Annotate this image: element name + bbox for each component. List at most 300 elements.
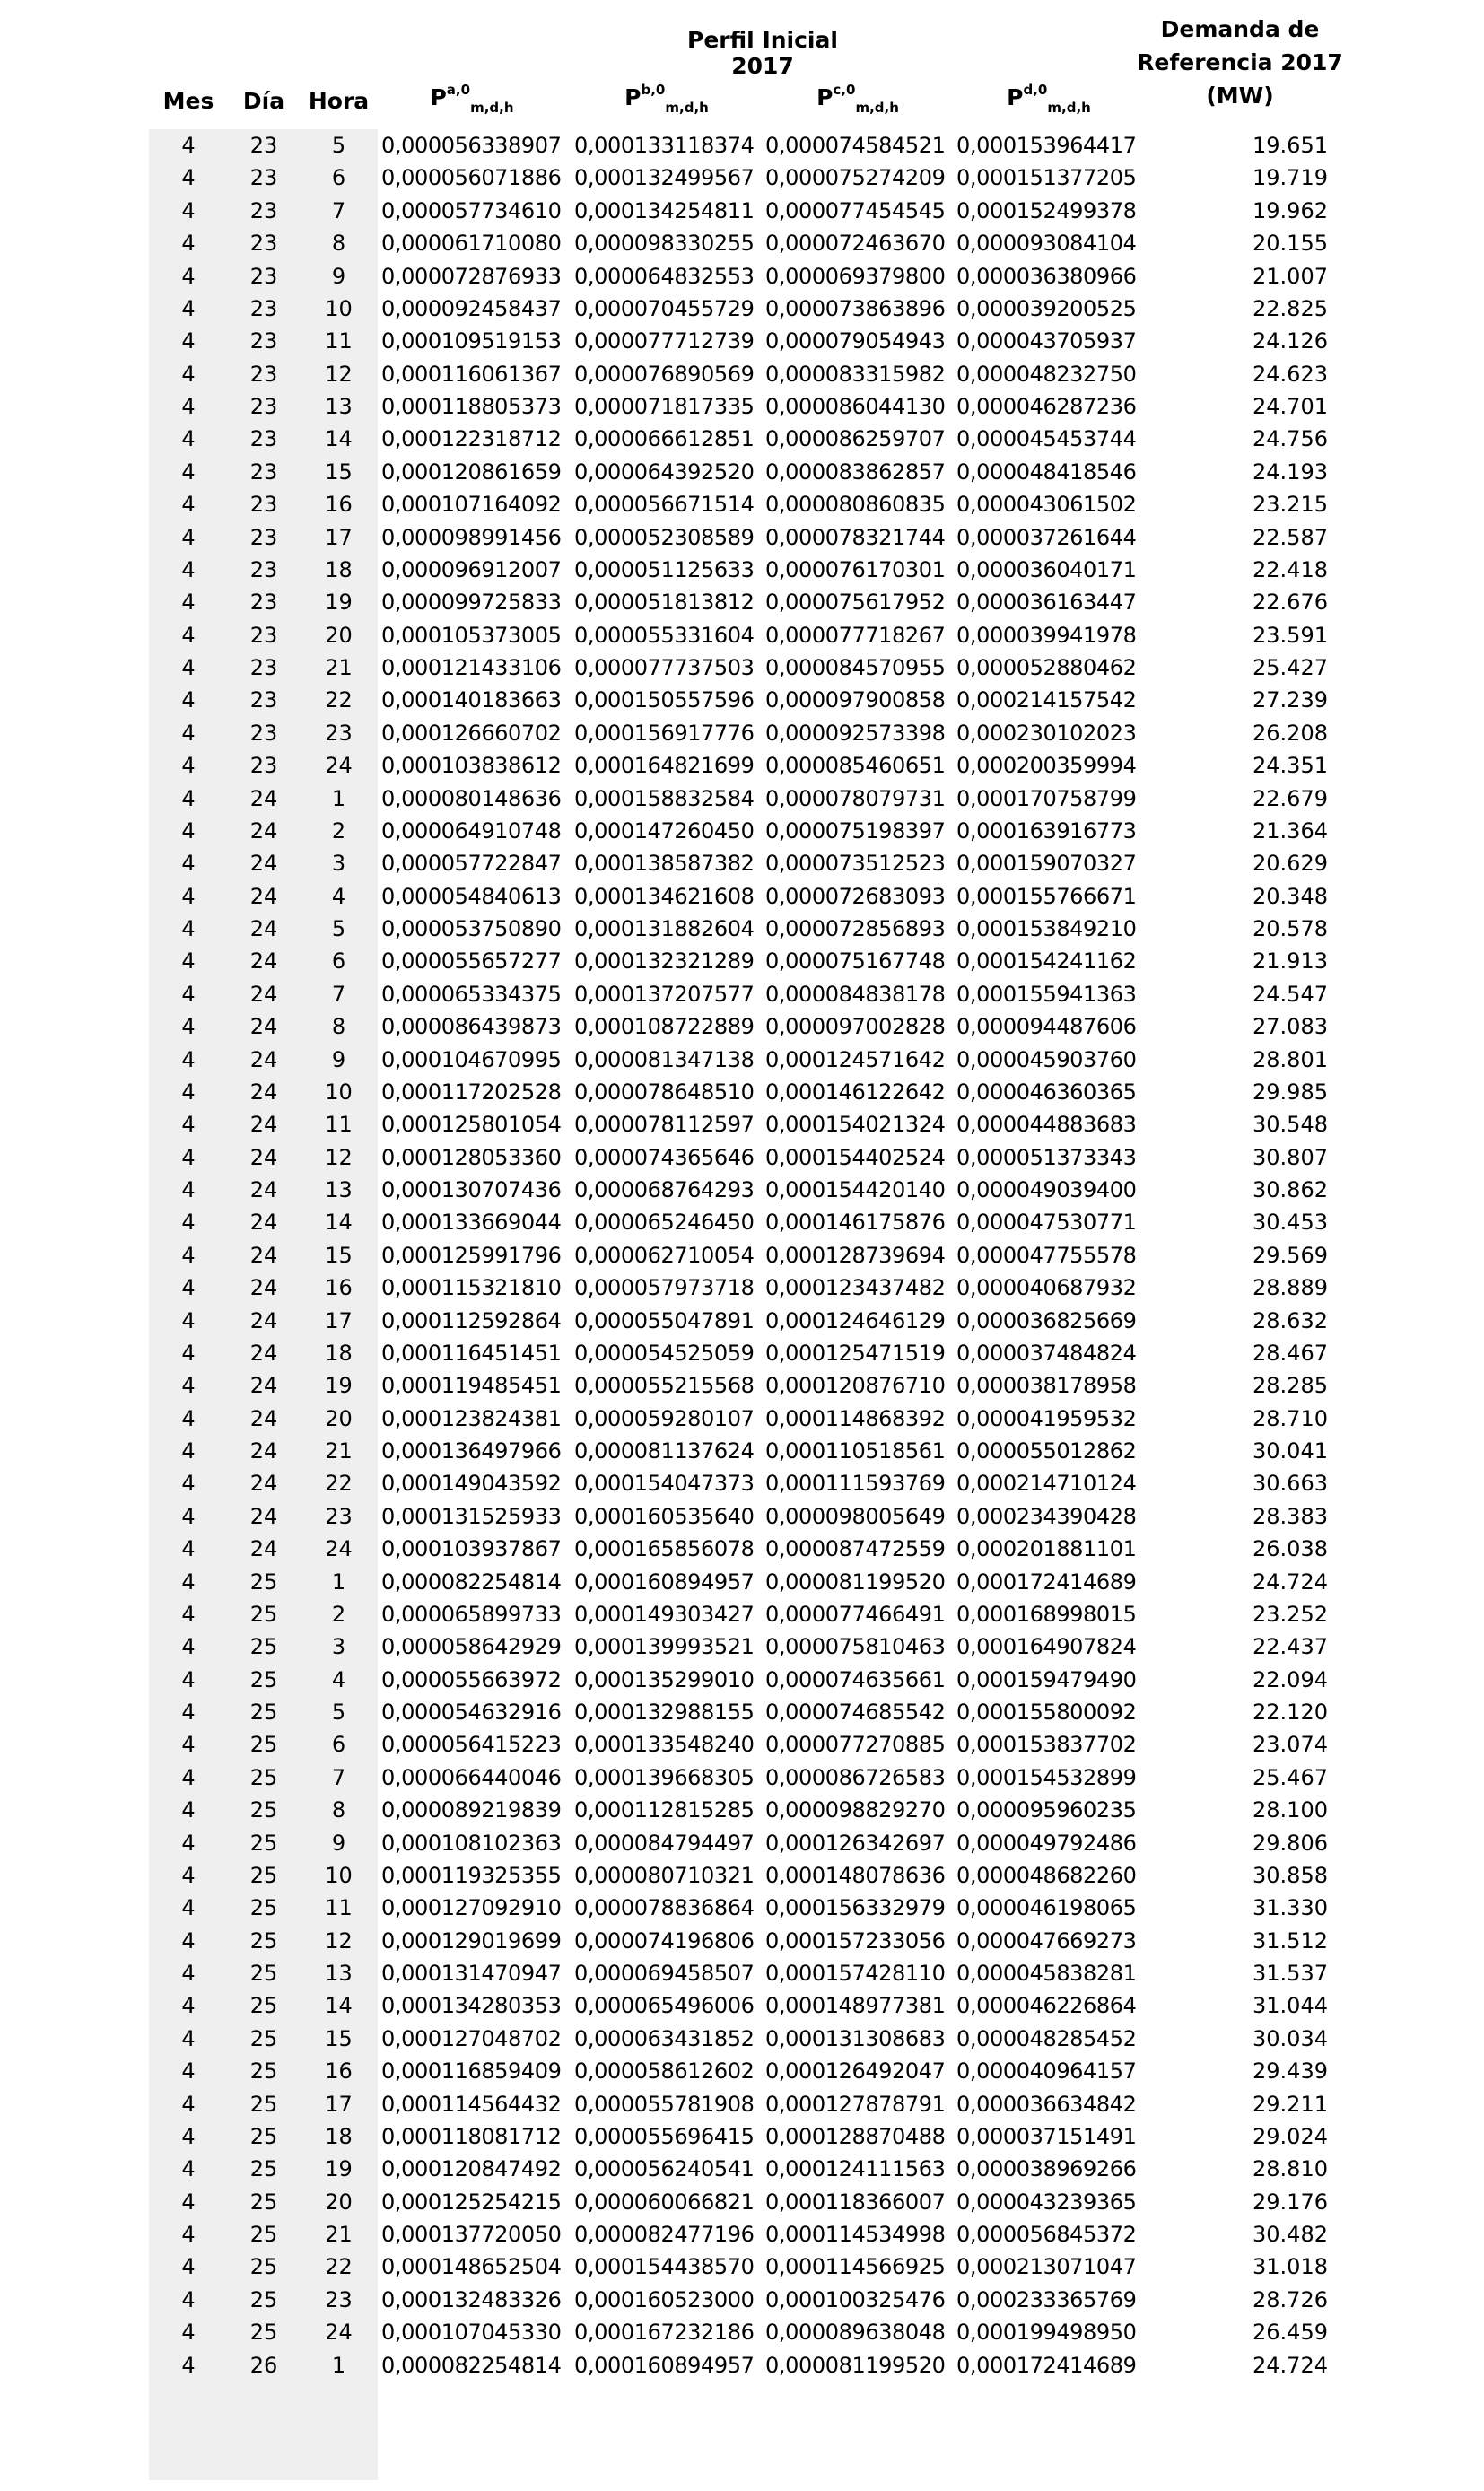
- table-row: [0, 1272, 1484, 1304]
- cell-pd: 0,000046226864: [956, 1993, 1137, 2019]
- table-row: [0, 195, 1484, 227]
- cell-pb: 0,000062710054: [574, 1242, 755, 1268]
- cell-pa: 0,000056071886: [381, 165, 562, 191]
- cell-mes: 4: [181, 622, 196, 648]
- cell-demanda: 24.756: [1253, 426, 1328, 452]
- cell-pb: 0,000132499567: [574, 165, 755, 191]
- cell-mes: 4: [181, 1764, 196, 1790]
- cell-pa: 0,000103838612: [381, 753, 562, 779]
- table-row: [0, 1044, 1484, 1076]
- cell-pc: 0,000157428110: [765, 1961, 946, 1986]
- cell-pd: 0,000153837702: [956, 1732, 1137, 1758]
- cell-pb: 0,000133118374: [574, 133, 755, 158]
- cell-dia: 24: [249, 1307, 278, 1333]
- cell-mes: 4: [181, 1666, 196, 1692]
- table-row: [0, 1141, 1484, 1174]
- superscript: a,0: [446, 82, 471, 98]
- cell-pa: 0,000118805373: [381, 394, 562, 419]
- cell-mes: 4: [181, 1830, 196, 1856]
- cell-pb: 0,000160535640: [574, 1503, 755, 1529]
- table-row: [0, 1403, 1484, 1435]
- cell-pd: 0,000041959532: [956, 1405, 1137, 1431]
- cell-hora: 15: [325, 1242, 353, 1268]
- cell-mes: 4: [181, 231, 196, 257]
- cell-hora: 1: [331, 2352, 346, 2378]
- cell-hora: 2: [331, 1601, 346, 1627]
- cell-hora: 18: [325, 1340, 353, 1366]
- table-row: [0, 684, 1484, 716]
- cell-pd: 0,000037261644: [956, 524, 1137, 550]
- cell-pa: 0,000107164092: [381, 492, 562, 518]
- cell-pb: 0,000052308589: [574, 524, 755, 550]
- cell-pd: 0,000155941363: [956, 981, 1137, 1007]
- table-row: [0, 945, 1484, 977]
- cell-mes: 4: [181, 2156, 196, 2182]
- cell-pd: 0,000039941978: [956, 622, 1137, 648]
- table-row: [0, 1859, 1484, 1892]
- cell-pd: 0,000036825669: [956, 1307, 1137, 1333]
- cell-pa: 0,000072876933: [381, 263, 562, 289]
- cell-demanda: 20.578: [1253, 916, 1328, 941]
- table-row: [0, 423, 1484, 455]
- p-letter: P: [624, 84, 642, 110]
- cell-pb: 0,000160523000: [574, 2286, 755, 2312]
- cell-demanda: 20.629: [1253, 851, 1328, 877]
- table-row: [0, 2023, 1484, 2055]
- cell-dia: 23: [249, 394, 278, 419]
- column-header-pd: [955, 82, 1143, 116]
- cell-demanda: 26.208: [1253, 720, 1328, 746]
- table-row: [0, 2055, 1484, 2087]
- cell-pb: 0,000051813812: [574, 590, 755, 616]
- cell-pa: 0,000061710080: [381, 231, 562, 257]
- cell-pa: 0,000126660702: [381, 720, 562, 746]
- cell-pc: 0,000124111563: [765, 2156, 946, 2182]
- cell-pa: 0,000055657277: [381, 948, 562, 975]
- cell-pc: 0,000126492047: [765, 2058, 946, 2085]
- cell-pc: 0,000097900858: [765, 687, 946, 713]
- cell-dia: 25: [249, 1895, 278, 1921]
- cell-hora: 23: [325, 1503, 353, 1529]
- cell-hora: 21: [325, 655, 353, 680]
- cell-demanda: 28.801: [1253, 1046, 1328, 1072]
- demand-column-header: [1132, 13, 1348, 112]
- cell-demanda: 22.094: [1253, 1666, 1328, 1692]
- cell-pb: 0,000139668305: [574, 1764, 755, 1790]
- cell-hora: 15: [325, 459, 353, 485]
- cell-demanda: 28.383: [1253, 1503, 1328, 1529]
- cell-pa: 0,000057734610: [381, 197, 562, 223]
- cell-pc: 0,000072463670: [765, 231, 946, 257]
- cell-pb: 0,000057973718: [574, 1275, 755, 1301]
- cell-demanda: 24.351: [1253, 753, 1328, 779]
- cell-pc: 0,000124571642: [765, 1046, 946, 1072]
- cell-mes: 4: [181, 1993, 196, 2019]
- cell-hora: 7: [331, 197, 346, 223]
- cell-hora: 10: [325, 295, 353, 321]
- table-row: [0, 227, 1484, 259]
- cell-mes: 4: [181, 165, 196, 191]
- cell-pd: 0,000155766671: [956, 883, 1137, 909]
- cell-dia: 24: [249, 981, 278, 1007]
- cell-pb: 0,000080710321: [574, 1862, 755, 1888]
- cell-pc: 0,000087472559: [765, 1536, 946, 1562]
- cell-pb: 0,000063431852: [574, 2025, 755, 2051]
- table-row: [0, 1467, 1484, 1499]
- cell-mes: 4: [181, 2222, 196, 2247]
- cell-hora: 19: [325, 1373, 353, 1399]
- cell-pa: 0,000057722847: [381, 851, 562, 877]
- cell-pc: 0,000078321744: [765, 524, 946, 550]
- cell-pd: 0,000151377205: [956, 165, 1137, 191]
- cell-dia: 23: [249, 295, 278, 321]
- cell-pa: 0,000116859409: [381, 2058, 562, 2085]
- cell-pa: 0,000056338907: [381, 133, 562, 158]
- cell-hora: 16: [325, 2058, 353, 2085]
- cell-demanda: 25.467: [1253, 1764, 1328, 1790]
- cell-pa: 0,000120861659: [381, 459, 562, 485]
- cell-pa: 0,000122318712: [381, 426, 562, 452]
- cell-hora: 22: [325, 687, 353, 713]
- cell-pd: 0,000037484824: [956, 1340, 1137, 1366]
- cell-demanda: 28.726: [1253, 2286, 1328, 2312]
- cell-pa: 0,000103937867: [381, 1536, 562, 1562]
- table-row: [0, 1892, 1484, 1924]
- cell-pc: 0,000154021324: [765, 1112, 946, 1138]
- cell-pb: 0,000167232186: [574, 2320, 755, 2346]
- cell-dia: 23: [249, 231, 278, 257]
- cell-dia: 24: [249, 1536, 278, 1562]
- cell-pc: 0,000077466491: [765, 1601, 946, 1627]
- cell-pd: 0,000047669273: [956, 1927, 1137, 1953]
- cell-hora: 13: [325, 394, 353, 419]
- cell-demanda: 21.913: [1253, 948, 1328, 975]
- cell-pb: 0,000076890569: [574, 361, 755, 387]
- cell-pa: 0,000127048702: [381, 2025, 562, 2051]
- cell-pc: 0,000072856893: [765, 916, 946, 941]
- cell-pd: 0,000201881101: [956, 1536, 1137, 1562]
- cell-dia: 24: [249, 1373, 278, 1399]
- cell-dia: 23: [249, 165, 278, 191]
- cell-pd: 0,000038178958: [956, 1373, 1137, 1399]
- table-row: [0, 1957, 1484, 1989]
- cell-demanda: 28.710: [1253, 1405, 1328, 1431]
- cell-demanda: 24.193: [1253, 459, 1328, 485]
- cell-hora: 10: [325, 1079, 353, 1105]
- cell-pc: 0,000084838178: [765, 981, 946, 1007]
- cell-demanda: 20.348: [1253, 883, 1328, 909]
- cell-pc: 0,000097002828: [765, 1014, 946, 1040]
- table-row: [0, 1500, 1484, 1533]
- column-header-pb: [572, 82, 761, 116]
- cell-pa: 0,000054632916: [381, 1700, 562, 1725]
- cell-pb: 0,000131882604: [574, 916, 755, 941]
- cell-pb: 0,000051125633: [574, 556, 755, 582]
- cell-pd: 0,000233365769: [956, 2286, 1137, 2312]
- cell-demanda: 22.825: [1253, 295, 1328, 321]
- cell-pa: 0,000065899733: [381, 1601, 562, 1627]
- cell-pc: 0,000086726583: [765, 1764, 946, 1790]
- cell-pd: 0,000047530771: [956, 1210, 1137, 1236]
- cell-demanda: 24.126: [1253, 328, 1328, 354]
- cell-pd: 0,000214710124: [956, 1471, 1137, 1497]
- cell-dia: 24: [249, 1079, 278, 1105]
- cell-dia: 24: [249, 1503, 278, 1529]
- cell-demanda: 28.810: [1253, 2156, 1328, 2182]
- cell-pc: 0,000098829270: [765, 1797, 946, 1823]
- table-row: [0, 456, 1484, 488]
- cell-pa: 0,000148652504: [381, 2254, 562, 2280]
- table-row: [0, 293, 1484, 325]
- cell-pa: 0,000149043592: [381, 1471, 562, 1497]
- cell-pc: 0,000081199520: [765, 2352, 946, 2378]
- cell-pd: 0,000055012862: [956, 1438, 1137, 1464]
- cell-pd: 0,000040964157: [956, 2058, 1137, 2085]
- cell-pd: 0,000230102023: [956, 720, 1137, 746]
- cell-mes: 4: [181, 1177, 196, 1202]
- cell-dia: 24: [249, 916, 278, 941]
- cell-hora: 11: [325, 1112, 353, 1138]
- cell-pc: 0,000098005649: [765, 1503, 946, 1529]
- table-row: [0, 1174, 1484, 1206]
- cell-hora: 8: [331, 1797, 346, 1823]
- cell-demanda: 22.587: [1253, 524, 1328, 550]
- cell-hora: 3: [331, 1634, 346, 1660]
- cell-dia: 23: [249, 426, 278, 452]
- cell-pc: 0,000077718267: [765, 622, 946, 648]
- cell-mes: 4: [181, 1961, 196, 1986]
- cell-demanda: 23.252: [1253, 1601, 1328, 1627]
- cell-mes: 4: [181, 1144, 196, 1170]
- column-header-pa: [378, 82, 566, 116]
- cell-demanda: 22.418: [1253, 556, 1328, 582]
- table-row: [0, 488, 1484, 520]
- cell-hora: 21: [325, 1438, 353, 1464]
- cell-mes: 4: [181, 1405, 196, 1431]
- cell-hora: 17: [325, 1307, 353, 1333]
- cell-hora: 21: [325, 2222, 353, 2247]
- cell-mes: 4: [181, 1340, 196, 1366]
- cell-mes: 4: [181, 2254, 196, 2280]
- cell-pb: 0,000071817335: [574, 394, 755, 419]
- cell-pd: 0,000039200525: [956, 295, 1137, 321]
- table-row: [0, 978, 1484, 1010]
- cell-dia: 24: [249, 1471, 278, 1497]
- cell-demanda: 22.679: [1253, 785, 1328, 811]
- cell-mes: 4: [181, 361, 196, 387]
- cell-dia: 26: [249, 2352, 278, 2378]
- cell-demanda: 30.034: [1253, 2025, 1328, 2051]
- cell-pd: 0,000046287236: [956, 394, 1137, 419]
- cell-pc: 0,000123437482: [765, 1275, 946, 1301]
- cell-hora: 8: [331, 1014, 346, 1040]
- cell-dia: 24: [249, 1340, 278, 1366]
- cell-pa: 0,000131525933: [381, 1503, 562, 1529]
- cell-hora: 17: [325, 2091, 353, 2117]
- table-row: [0, 1108, 1484, 1141]
- cell-pc: 0,000083862857: [765, 459, 946, 485]
- cell-hora: 20: [325, 622, 353, 648]
- cell-pc: 0,000077454545: [765, 197, 946, 223]
- table-row: [0, 2316, 1484, 2348]
- cell-demanda: 21.007: [1253, 263, 1328, 289]
- table-row: [0, 1305, 1484, 1337]
- table-row: [0, 1566, 1484, 1598]
- cell-pb: 0,000056671514: [574, 492, 755, 518]
- cell-dia: 24: [249, 1112, 278, 1138]
- cell-pd: 0,000051373343: [956, 1144, 1137, 1170]
- cell-pb: 0,000074196806: [574, 1927, 755, 1953]
- cell-pd: 0,000048232750: [956, 361, 1137, 387]
- cell-dia: 24: [249, 1275, 278, 1301]
- cell-demanda: 28.889: [1253, 1275, 1328, 1301]
- cell-mes: 4: [181, 394, 196, 419]
- cell-pb: 0,000074365646: [574, 1144, 755, 1170]
- cell-pb: 0,000055047891: [574, 1307, 755, 1333]
- cell-pb: 0,000065246450: [574, 1210, 755, 1236]
- cell-dia: 23: [249, 655, 278, 680]
- cell-dia: 24: [249, 1405, 278, 1431]
- cell-demanda: 19.962: [1253, 197, 1328, 223]
- cell-pd: 0,000094487606: [956, 1014, 1137, 1040]
- cell-hora: 7: [331, 1764, 346, 1790]
- table-row: [0, 1925, 1484, 1957]
- table-row: [0, 1010, 1484, 1043]
- cell-hora: 6: [331, 165, 346, 191]
- cell-pd: 0,000045453744: [956, 426, 1137, 452]
- cell-mes: 4: [181, 883, 196, 909]
- cell-dia: 24: [249, 883, 278, 909]
- cell-pb: 0,000158832584: [574, 785, 755, 811]
- cell-pd: 0,000172414689: [956, 1569, 1137, 1595]
- cell-hora: 22: [325, 2254, 353, 2280]
- cell-pd: 0,000036380966: [956, 263, 1137, 289]
- cell-dia: 25: [249, 1961, 278, 1986]
- cell-pa: 0,000132483326: [381, 2286, 562, 2312]
- cell-demanda: 23.074: [1253, 1732, 1328, 1758]
- cell-mes: 4: [181, 817, 196, 843]
- cell-pa: 0,000082254814: [381, 2352, 562, 2378]
- cell-pb: 0,000149303427: [574, 1601, 755, 1627]
- cell-mes: 4: [181, 197, 196, 223]
- cell-hora: 24: [325, 753, 353, 779]
- cell-hora: 11: [325, 1895, 353, 1921]
- cell-mes: 4: [181, 1275, 196, 1301]
- cell-pa: 0,000129019699: [381, 1927, 562, 1953]
- cell-pd: 0,000199498950: [956, 2320, 1137, 2346]
- cell-pa: 0,000107045330: [381, 2320, 562, 2346]
- cell-pa: 0,000131470947: [381, 1961, 562, 1986]
- cell-pa: 0,000055663972: [381, 1666, 562, 1692]
- subscript: m,d,h: [1047, 100, 1091, 116]
- cell-pc: 0,000131308683: [765, 2025, 946, 2051]
- cell-pc: 0,000100325476: [765, 2286, 946, 2312]
- table-row: [0, 2349, 1484, 2382]
- cell-pd: 0,000049039400: [956, 1177, 1137, 1202]
- cell-mes: 4: [181, 1014, 196, 1040]
- cell-hora: 17: [325, 524, 353, 550]
- demand-header-line-3: (MW): [1206, 83, 1274, 109]
- cell-hora: 18: [325, 556, 353, 582]
- cell-mes: 4: [181, 1797, 196, 1823]
- cell-hora: 15: [325, 2025, 353, 2051]
- cell-demanda: 22.120: [1253, 1700, 1328, 1725]
- cell-pb: 0,000078648510: [574, 1079, 755, 1105]
- cell-hora: 12: [325, 361, 353, 387]
- cell-dia: 24: [249, 1438, 278, 1464]
- cell-pa: 0,000064910748: [381, 817, 562, 843]
- cell-dia: 25: [249, 2222, 278, 2247]
- cell-hora: 24: [325, 2320, 353, 2346]
- cell-dia: 24: [249, 1046, 278, 1072]
- cell-dia: 25: [249, 1927, 278, 1953]
- table-row: [0, 847, 1484, 879]
- cell-pb: 0,000070455729: [574, 295, 755, 321]
- cell-mes: 4: [181, 1601, 196, 1627]
- cell-demanda: 27.083: [1253, 1014, 1328, 1040]
- cell-pd: 0,000045903760: [956, 1046, 1137, 1072]
- cell-mes: 4: [181, 1862, 196, 1888]
- cell-pc: 0,000148078636: [765, 1862, 946, 1888]
- table-row: [0, 2153, 1484, 2185]
- cell-pb: 0,000138587382: [574, 851, 755, 877]
- cell-hora: 18: [325, 2123, 353, 2149]
- table-row: [0, 2284, 1484, 2316]
- cell-pd: 0,000045838281: [956, 1961, 1137, 1986]
- cell-hora: 5: [331, 133, 346, 158]
- cell-pb: 0,000132988155: [574, 1700, 755, 1725]
- table-row: [0, 782, 1484, 815]
- cell-pc: 0,000077270885: [765, 1732, 946, 1758]
- cell-pc: 0,000073512523: [765, 851, 946, 877]
- table-row: [0, 1239, 1484, 1272]
- cell-dia: 25: [249, 2091, 278, 2117]
- cell-demanda: 28.100: [1253, 1797, 1328, 1823]
- table-row: [0, 2251, 1484, 2283]
- cell-pd: 0,000036634842: [956, 2091, 1137, 2117]
- superscript: c,0: [833, 82, 856, 98]
- cell-pc: 0,000086044130: [765, 394, 946, 419]
- cell-mes: 4: [181, 1503, 196, 1529]
- table-row: [0, 325, 1484, 357]
- cell-pd: 0,000152499378: [956, 197, 1137, 223]
- subscript: m,d,h: [470, 100, 514, 116]
- cell-pa: 0,000105373005: [381, 622, 562, 648]
- table-row: [0, 1664, 1484, 1696]
- cell-mes: 4: [181, 295, 196, 321]
- cell-demanda: 26.459: [1253, 2320, 1328, 2346]
- cell-demanda: 31.330: [1253, 1895, 1328, 1921]
- table-row: [0, 1794, 1484, 1826]
- cell-pd: 0,000159479490: [956, 1666, 1137, 1692]
- cell-hora: 12: [325, 1927, 353, 1953]
- cell-pc: 0,000078079731: [765, 785, 946, 811]
- cell-hora: 23: [325, 720, 353, 746]
- cell-pb: 0,000139993521: [574, 1634, 755, 1660]
- table-row: [0, 2088, 1484, 2120]
- cell-mes: 4: [181, 492, 196, 518]
- cell-pa: 0,000089219839: [381, 1797, 562, 1823]
- cell-mes: 4: [181, 785, 196, 811]
- cell-pa: 0,000119485451: [381, 1373, 562, 1399]
- cell-pb: 0,000077712739: [574, 328, 755, 354]
- cell-pb: 0,000064392520: [574, 459, 755, 485]
- cell-pd: 0,000153849210: [956, 916, 1137, 941]
- cell-pb: 0,000069458507: [574, 1961, 755, 1986]
- cell-hora: 12: [325, 1144, 353, 1170]
- table-row: [0, 390, 1484, 423]
- table-body: [0, 129, 1484, 2382]
